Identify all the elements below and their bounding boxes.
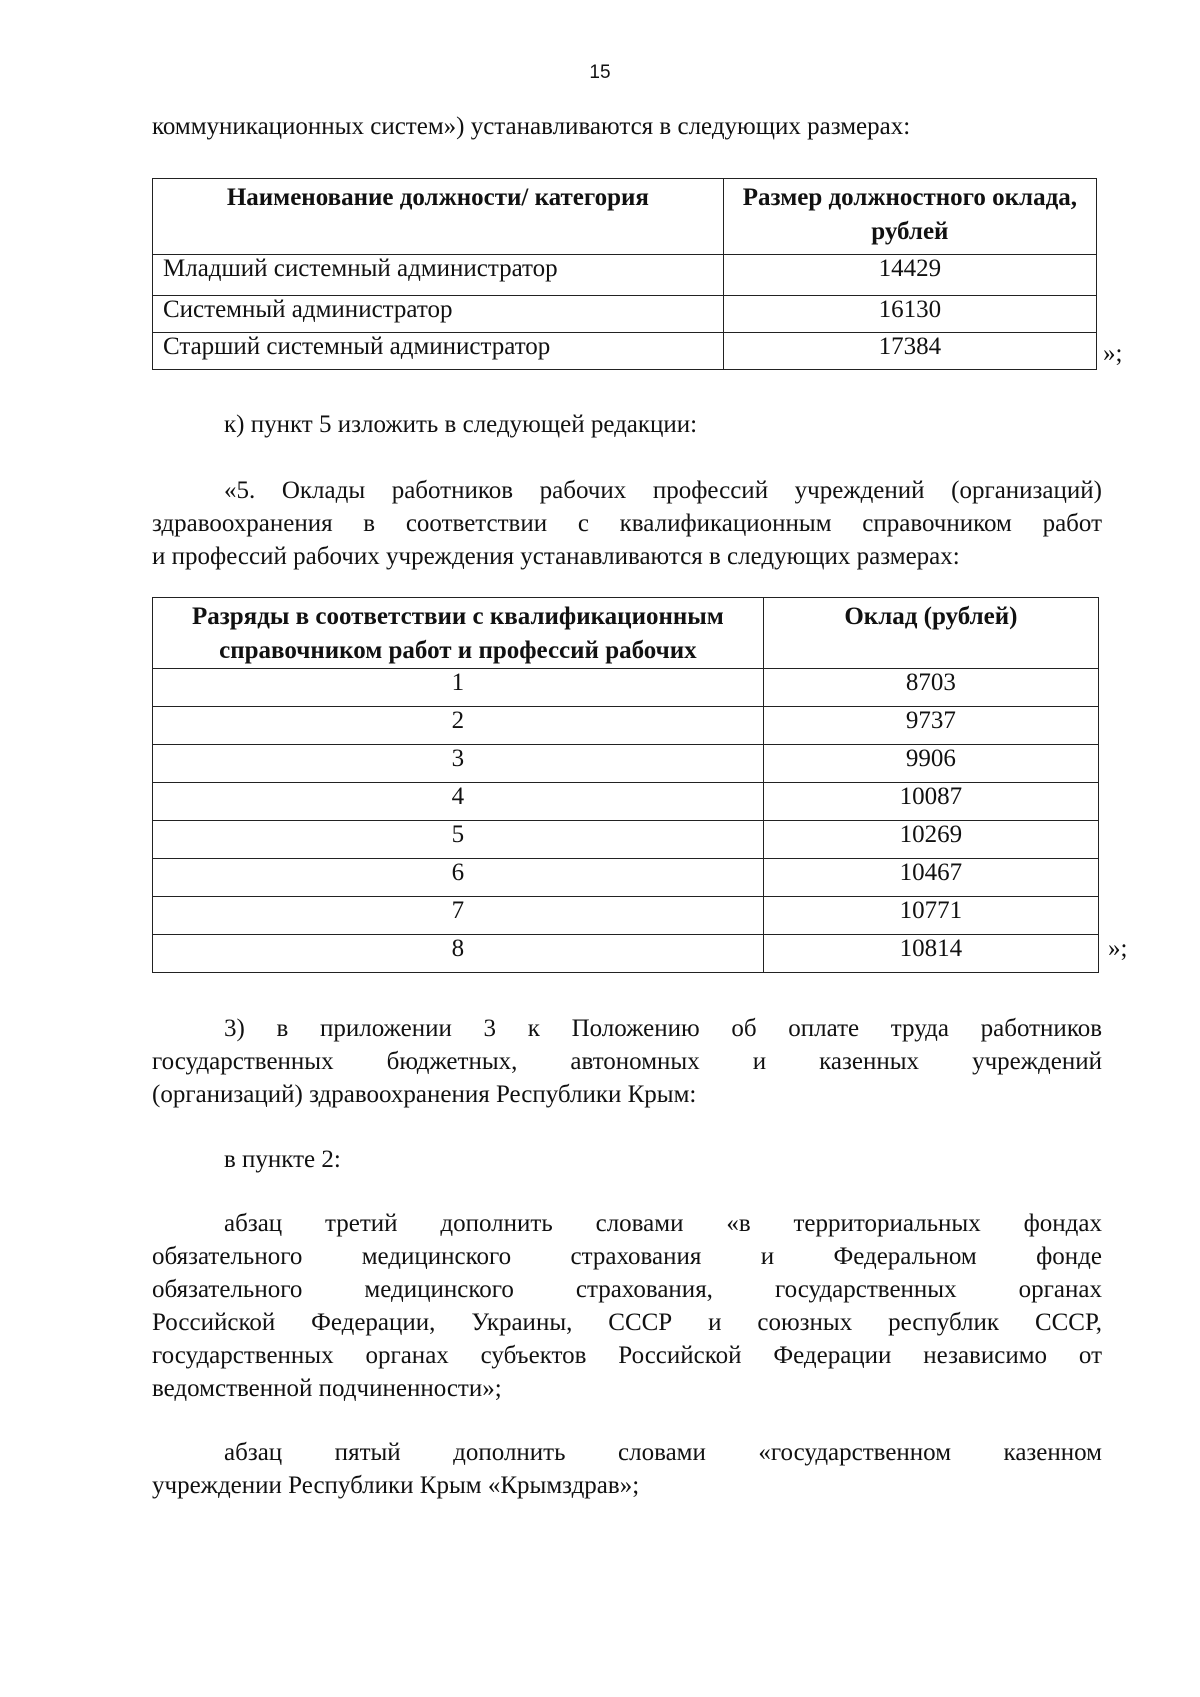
salary-table-workers xyxy=(152,597,1099,973)
item-point-2: в пункте 2: xyxy=(224,1146,341,1173)
paragraph-line: государственных бюджетных, автономных и казенных учреждений xyxy=(152,1048,1102,1075)
table1-closing-quote: »; xyxy=(1103,340,1123,367)
table-cell: 9906 xyxy=(763,745,1098,783)
table-cell: 1 xyxy=(153,669,764,707)
table-cell: Старший системный администратор xyxy=(153,333,724,370)
table-cell: Системный администратор xyxy=(153,296,724,333)
paragraph-line: обязательного медицинского страхования и Федеральном фонде xyxy=(152,1243,1102,1270)
paragraph-line: государственных органах субъектов Российской Федерации независимо от xyxy=(152,1342,1102,1369)
table-header-row xyxy=(153,598,1099,669)
paragraph-line: здравоохранения в соответствии с квалификационным справочником работ xyxy=(152,510,1102,537)
table-cell: 17384 xyxy=(723,333,1096,370)
table-cell: 3 xyxy=(153,745,764,783)
table-row xyxy=(153,897,1099,935)
table-cell: 10771 xyxy=(763,897,1098,935)
table-cell: 8703 xyxy=(763,669,1098,707)
table-cell: 10814 xyxy=(763,935,1098,973)
abzac-5-paragraph xyxy=(152,1436,1102,1502)
table-row xyxy=(153,745,1099,783)
table-cell: 16130 xyxy=(723,296,1096,333)
item-3-paragraph xyxy=(152,1012,1102,1111)
paragraph-line: Российской Федерации, Украины, СССР и союзных республик СССР, xyxy=(152,1309,1102,1336)
paragraph-line: «5. Оклады работников рабочих профессий учреждений (организаций) xyxy=(224,477,1102,504)
item-5-paragraph xyxy=(152,474,1102,573)
table-row xyxy=(153,935,1099,973)
paragraph-line: и профессий рабочих учреждения устанавливаются в следующих размерах: xyxy=(152,543,960,570)
salary-table-sysadmin xyxy=(152,178,1097,370)
table-cell: 10087 xyxy=(763,783,1098,821)
table-cell: 9737 xyxy=(763,707,1098,745)
table-cell: 6 xyxy=(153,859,764,897)
paragraph-line: абзац пятый дополнить словами «государственном казенном xyxy=(224,1439,1102,1466)
table-row xyxy=(153,255,1097,296)
table-row xyxy=(153,296,1097,333)
table-cell: Младший системный администратор xyxy=(153,255,724,296)
paragraph-line: обязательного медицинского страхования, государственных органах xyxy=(152,1276,1102,1303)
table-row xyxy=(153,821,1099,859)
table-cell: 10269 xyxy=(763,821,1098,859)
abzac-3-paragraph xyxy=(152,1207,1102,1405)
table-cell: 7 xyxy=(153,897,764,935)
table-row xyxy=(153,859,1099,897)
table-header-row xyxy=(153,179,1097,255)
table-header-cell: Размер должностного оклада, рублей xyxy=(723,179,1096,255)
paragraph-line: (организаций) здравоохранения Республики Крым: xyxy=(152,1081,697,1108)
table-row xyxy=(153,707,1099,745)
table-cell: 8 xyxy=(153,935,764,973)
paragraph-line: учреждении Республики Крым «Крымздрав»; xyxy=(152,1472,640,1499)
table-cell: 2 xyxy=(153,707,764,745)
table-cell: 10467 xyxy=(763,859,1098,897)
table-header-cell: Наименование должности/ категория xyxy=(153,179,724,255)
table-header-cell: Оклад (рублей) xyxy=(763,598,1098,669)
table-cell: 4 xyxy=(153,783,764,821)
table-row xyxy=(153,669,1099,707)
table-header-cell: Разряды в соответствии с квалификационным справочником работ и профессий рабочих xyxy=(153,598,764,669)
paragraph-line: 3) в приложении 3 к Положению об оплате труда работников xyxy=(224,1015,1102,1042)
paragraph-line: абзац третий дополнить словами «в территориальных фондах xyxy=(224,1210,1102,1237)
item-k: к) пункт 5 изложить в следующей редакции: xyxy=(224,411,698,438)
paragraph-line: ведомственной подчиненности»; xyxy=(152,1375,502,1402)
table-row xyxy=(153,783,1099,821)
table-cell: 14429 xyxy=(723,255,1096,296)
intro-line: коммуникационных систем») устанавливаются в следующих размерах: xyxy=(152,113,911,140)
table-row xyxy=(153,333,1097,370)
page-number: 15 xyxy=(589,62,611,83)
table-cell: 5 xyxy=(153,821,764,859)
table2-closing-quote: »; xyxy=(1108,935,1128,962)
